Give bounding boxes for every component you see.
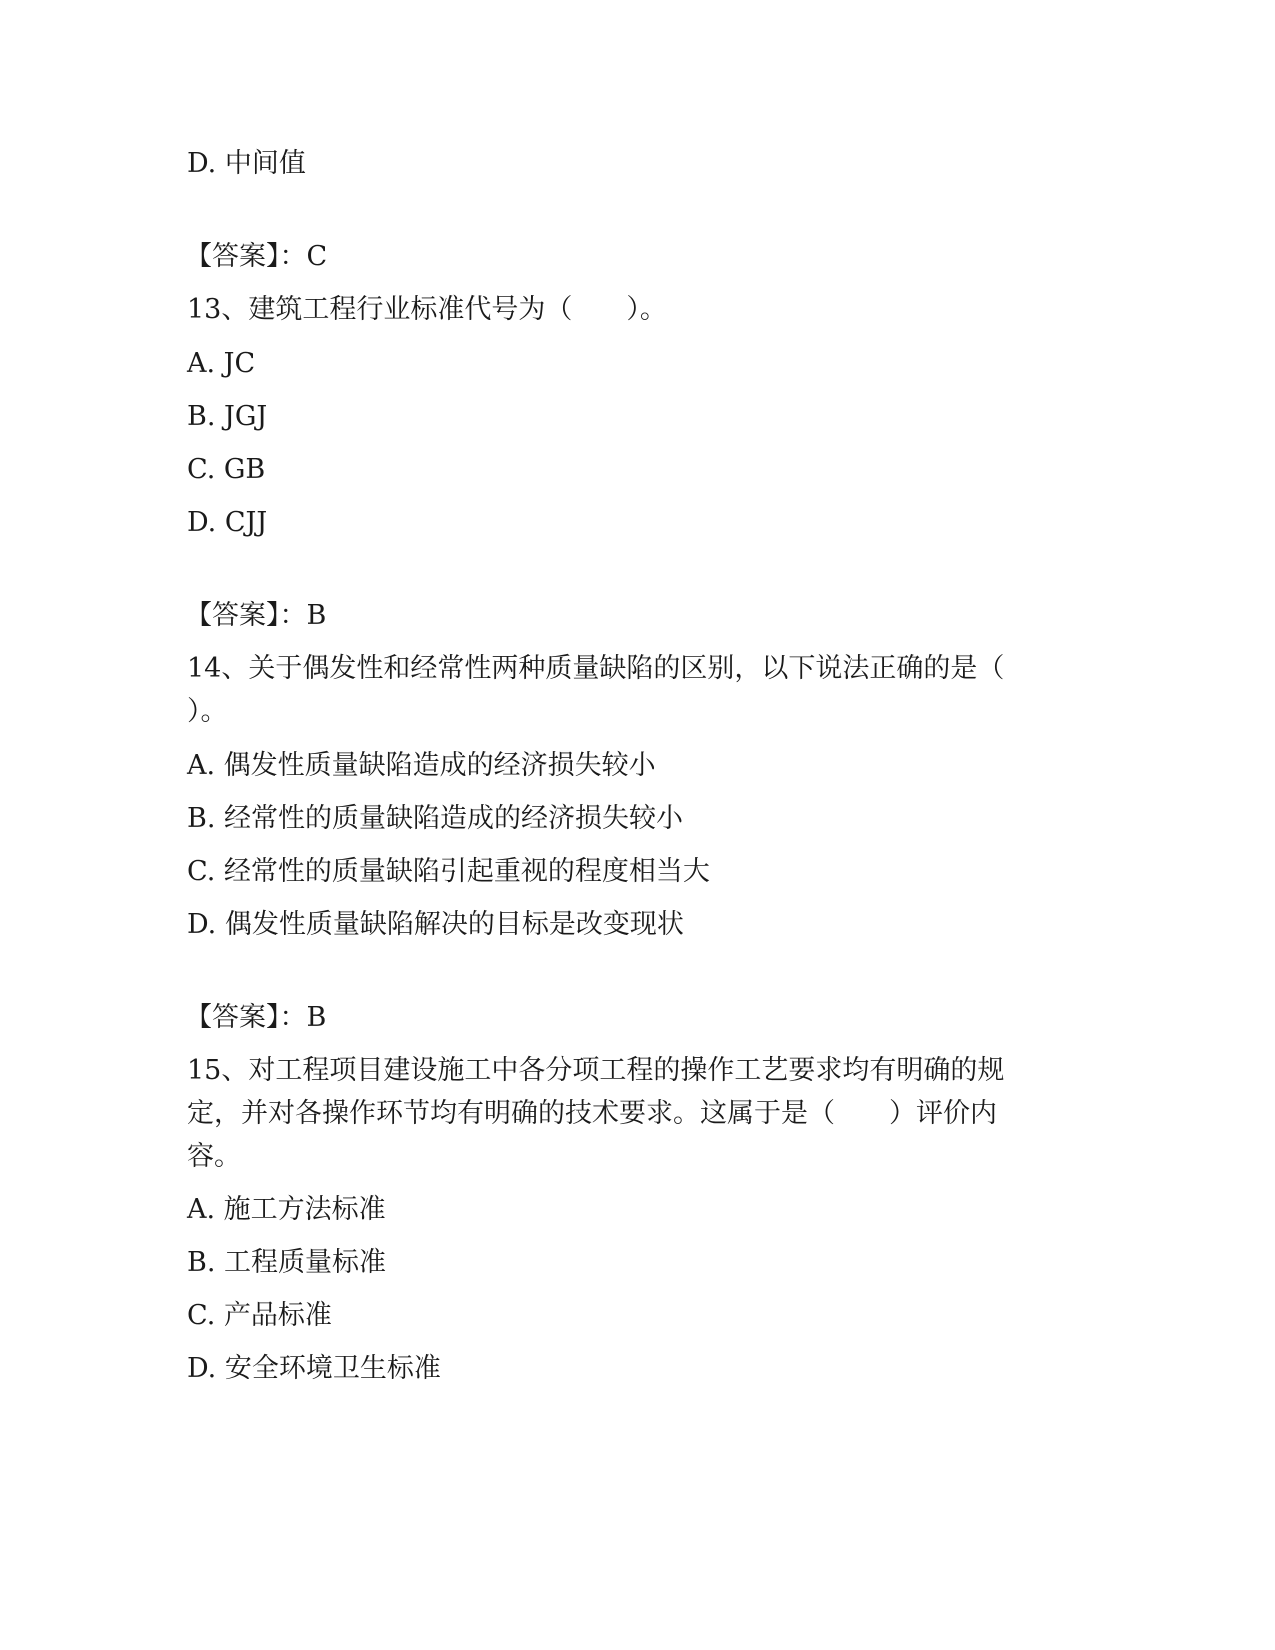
answer-label: 【答案】： [185, 241, 307, 272]
answer-label: 【答案】： [185, 1002, 307, 1033]
q13-option-a: A. JC [187, 348, 256, 379]
answer-value: C [306, 241, 328, 272]
q15-option-c: C. 产品标准 [187, 1300, 332, 1331]
answer-value: B [306, 600, 327, 631]
q14-option-a: A. 偶发性质量缺陷造成的经济损失较小 [187, 750, 656, 781]
answer-label: 【答案】： [185, 600, 307, 631]
q13-option-d: D. CJJ [187, 507, 268, 538]
q15-option-b: B. 工程质量标准 [187, 1247, 387, 1278]
prev-answer [185, 243, 327, 270]
q14-option-c: C. 经常性的质量缺陷引起重视的程度相当大 [187, 856, 710, 887]
q13-option-b: B. JGJ [187, 401, 268, 432]
prev-option-d: D. 中间值 [187, 148, 306, 179]
q14-stem-line-2: ）。 [187, 696, 228, 727]
q15-option-d: D. 安全环境卫生标准 [187, 1353, 441, 1384]
q14-stem-line-1: 14、关于偶发性和经常性两种质量缺陷的区别，以下说法正确的是（ [187, 653, 1005, 684]
q15-option-a: A. 施工方法标准 [187, 1194, 386, 1225]
q15-stem-line-1: 15、对工程项目建设施工中各分项工程的操作工艺要求均有明确的规 [187, 1055, 1005, 1086]
q15-stem-line-2: 定，并对各操作环节均有明确的技术要求。这属于是（ ）评价内 [187, 1098, 997, 1129]
q14-option-d: D. 偶发性质量缺陷解决的目标是改变现状 [187, 909, 684, 940]
q15-stem-line-3: 容。 [187, 1141, 241, 1172]
q14-option-b: B. 经常性的质量缺陷造成的经济损失较小 [187, 803, 684, 834]
q13-stem: 13、建筑工程行业标准代号为（ ）。 [187, 294, 667, 325]
q13-answer [185, 602, 326, 629]
answer-value: B [306, 1002, 327, 1033]
q14-answer [185, 1004, 326, 1031]
q13-option-c: C. GB [187, 454, 266, 485]
